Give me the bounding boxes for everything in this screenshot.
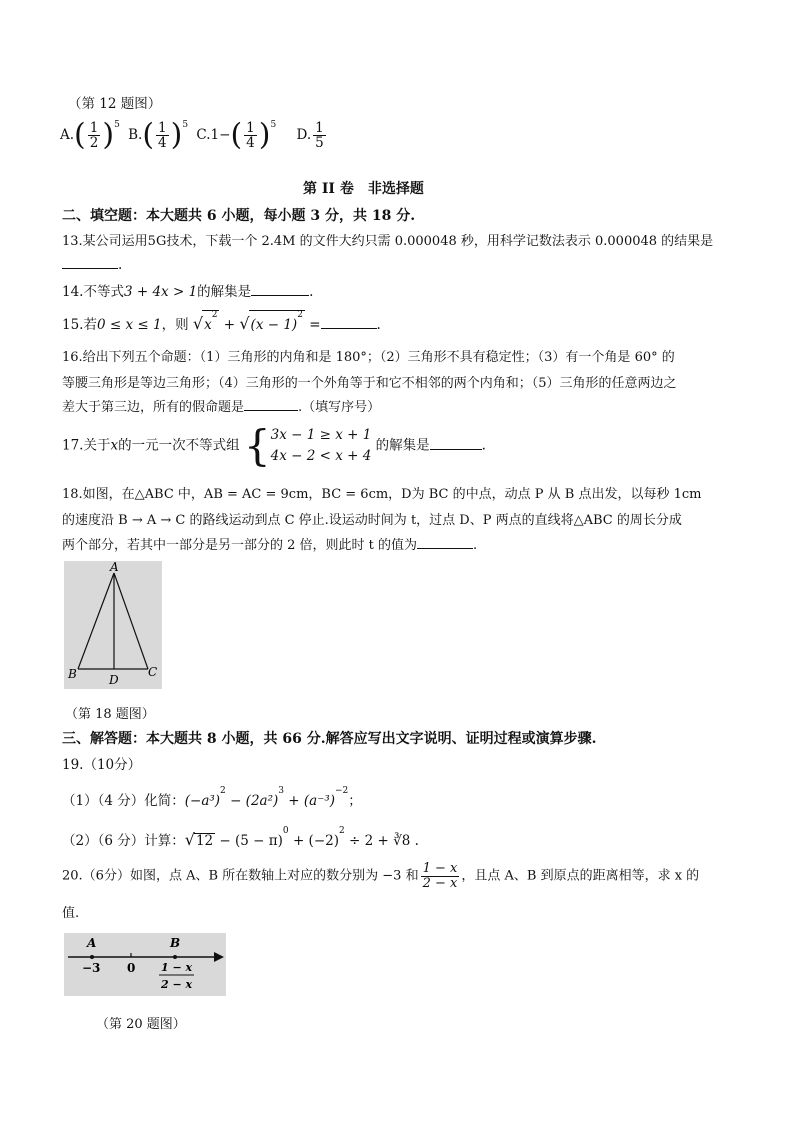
option-a: A.( $\frac{1}{2}$ )$^5$ [60, 117, 120, 153]
q12-options [60, 117, 328, 153]
q18-line1: 18.如图，在△ABC 中，AB = AC = 9cm，BC = 6cm，D为 BC 的中点，动点 P 从 B 点出发，以每秒 1cm [62, 487, 702, 502]
label-b-den: 2 − x [161, 978, 193, 991]
number-line [64, 933, 226, 996]
point-b [173, 955, 177, 959]
figure-18 [64, 561, 162, 689]
q13-answer-line: . [62, 255, 122, 273]
label-c: C [148, 665, 158, 679]
label-neg3: −3 [82, 961, 101, 975]
q13-text: 13.某公司运用5G技术，下载一个 2.4M 的文件大约只需 0.000048 秒，用科学记数法表示 0.000048 的结果是 [62, 234, 714, 249]
q15: 15.若0 ≤ x ≤ 1，则 $√x^2 + √(x - 1)^2$ = . [62, 310, 381, 333]
axis-arrow [214, 952, 224, 962]
q20-caption: （第 20 题图） [96, 1017, 186, 1032]
section2-heading: 二、填空题：本大题共 6 小题，每小题 3 分，共 18 分. [62, 208, 416, 224]
option-d: D. $\frac{1}{5}$ [296, 119, 324, 151]
q16-line1: 16.给出下列五个命题：（1）三角形的内角和是 180°；（2）三角形不具有稳定性；（3）有一个角是 60° 的 [62, 350, 675, 365]
answer-blank[interactable] [251, 282, 309, 296]
q18-caption: （第 18 题图） [65, 707, 155, 722]
q20-line2: 值. [62, 906, 80, 921]
answer-blank[interactable] [321, 315, 377, 329]
option-c: C.1−( $\frac{1}{4}$ )$^5$ [196, 117, 277, 153]
label-b: B [170, 936, 181, 950]
q18-line2: 的速度沿 B → A → C 的路线运动到点 C 停止.设运动时间为 t，过点 D、P 两点的直线将△ABC 的周长分成 [62, 513, 682, 528]
side-ab [78, 573, 114, 669]
q19-head: 19.（10分） [62, 757, 142, 773]
q19-part2: （2）（6 分）计算：$√12 - (5 - \pi)^0 + (-2)^2 \div 2$ + ∛8 . [62, 826, 419, 849]
answer-blank[interactable] [417, 535, 473, 549]
answer-blank[interactable] [430, 436, 482, 450]
label-zero: 0 [127, 961, 136, 975]
label-b: B [68, 667, 77, 681]
q16-line3: 差大于第三边，所有的假命题是 .（填写序号） [62, 396, 380, 415]
figure-20 [64, 933, 226, 996]
point-a [90, 955, 94, 959]
label-d: D [109, 673, 119, 687]
label-a: A [87, 936, 97, 950]
q16-line2: 等腰三角形是等边三角形；（4）三角形的一个外角等于和它不相邻的两个内角和；（5）三角形的任意两边之 [62, 376, 677, 391]
label-a: A [110, 561, 119, 574]
option-b: B.( $\frac{1}{4}$ )$^5$ [128, 117, 189, 153]
part2-title: 第 II 卷 非选择题 [303, 181, 424, 197]
triangle-diagram [64, 561, 162, 689]
section3-heading: 三、解答题：本大题共 8 小题，共 66 分.解答应写出文字说明、证明过程或演算步骤. [62, 731, 597, 747]
q18-line3: 两个部分，若其中一部分是另一部分的 2 倍，则此时 t 的值为 . [62, 534, 477, 553]
label-b-num: 1 − x [161, 961, 193, 974]
answer-blank[interactable] [244, 397, 298, 411]
q20: 20.（6分）如图，点 A、B 所在数轴上对应的数分别为 −3 和 $\frac{1 - x}{2 - x}$ ，且点 A、B 到原点的距离相等，求 x 的 [62, 861, 700, 891]
q19-part1: （1）（4 分）化简：$(-a^3)^2 - (2a^2)^3 + (a^{-3})^{-2}$； [62, 786, 362, 809]
answer-blank[interactable] [62, 255, 118, 269]
side-ac [114, 573, 148, 669]
q12-caption: （第 12 题图） [68, 96, 162, 112]
q17: 17.关于x的一元一次不等式组 { 3x − 1 ≥ x + 1 4x − 2 < x + 4 的解集是 . [62, 421, 486, 470]
q14: 14.不等式3 + 4x > 1的解集是 . [62, 284, 314, 300]
